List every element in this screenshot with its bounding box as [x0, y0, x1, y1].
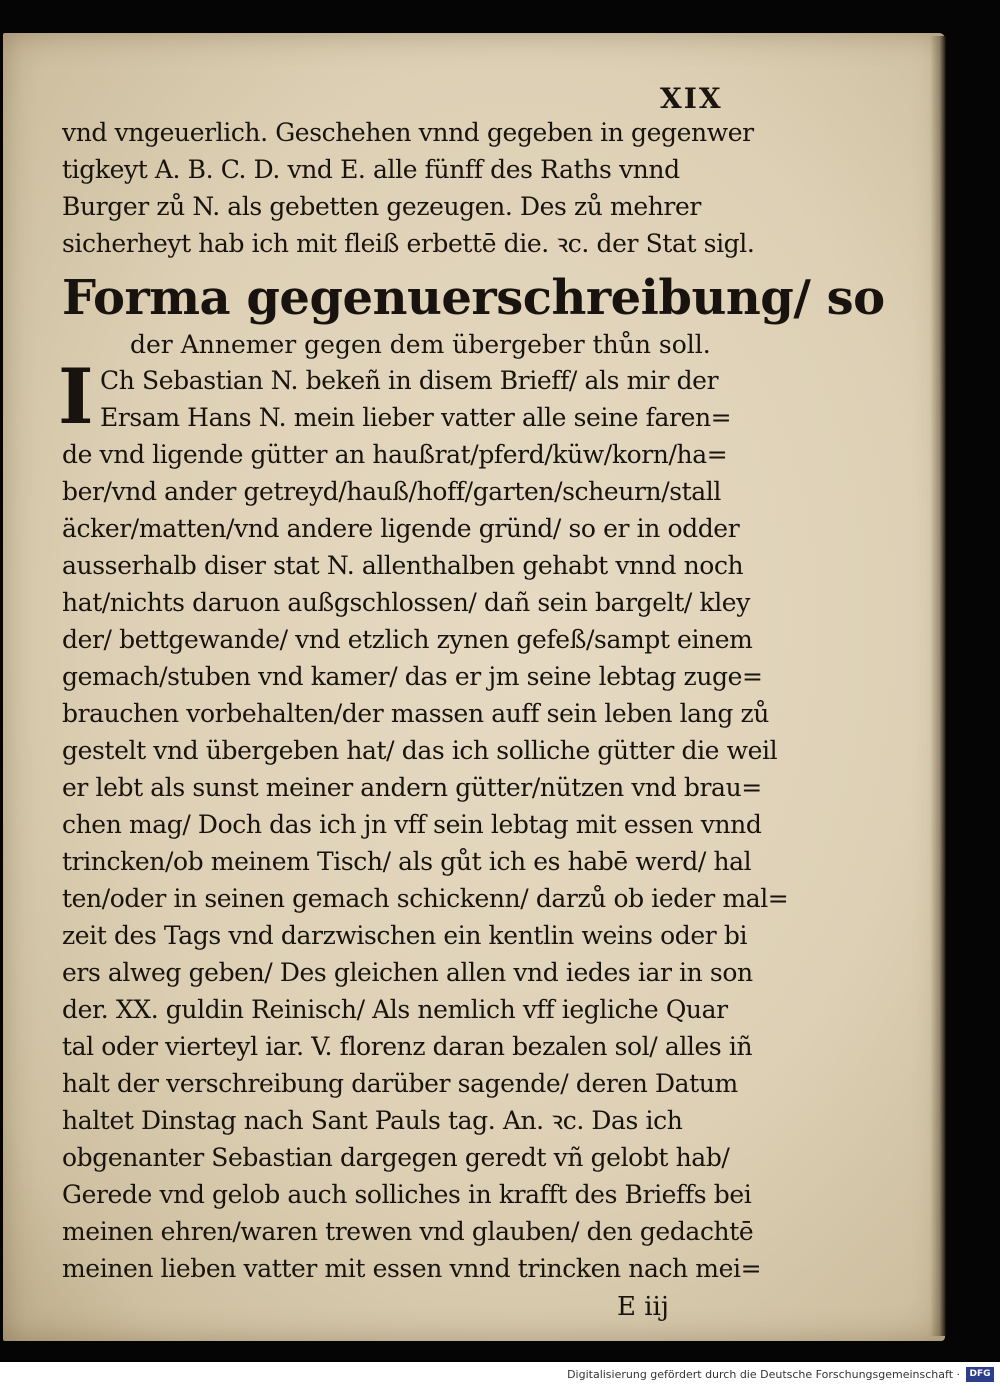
text-line: ausserhalb diser stat N. allenthalben gehabt vnnd noch: [62, 551, 744, 580]
section-subheading: der Annemer gegen dem übergeber thůn soll.: [130, 330, 711, 359]
text-line: ber/vnd ander getreyd/hauß/hoff/garten/scheurn/stall: [62, 477, 721, 506]
text-line: Ersam Hans N. mein lieber vatter alle seine faren=: [100, 403, 732, 432]
text-line: meinen ehren/waren trewen vnd glauben/ den gedachtē: [62, 1217, 754, 1246]
text-line: Gerede vnd gelob auch solliches in krafft des Brieffs bei: [62, 1180, 752, 1209]
text-line: ers alweg geben/ Des gleichen allen vnd iedes iar in son: [62, 958, 753, 987]
text-line: trincken/ob meinem Tisch/ als gůt ich es habē werd/ hal: [62, 847, 752, 876]
text-line: halt der verschreibung darüber sagende/ deren Datum: [62, 1069, 738, 1098]
text-line: vnd vngeuerlich. Geschehen vnnd gegeben in gegenwer: [62, 118, 754, 147]
text-line: de vnd ligende gütter an haußrat/pferd/küw/korn/ha=: [62, 440, 728, 469]
section-heading: Forma gegenuerschreibung/ so: [62, 270, 885, 326]
text-line: chen mag/ Doch das ich jn vff sein lebtag mit essen vnnd: [62, 810, 762, 839]
text-line: hat/nichts daruon außgschlossen/ dañ sein bargelt/ kley: [62, 588, 750, 617]
text-line: tal oder vierteyl iar. V. florenz daran bezalen sol/ alles iñ: [62, 1032, 753, 1061]
text-line: obgenanter Sebastian dargegen geredt vñ gelobt hab/: [62, 1143, 730, 1172]
text-line: er lebt als sunst meiner andern gütter/nützen vnd brau=: [62, 773, 762, 802]
text-line: Burger zů N. als gebetten gezeugen. Des zů mehrer: [62, 192, 701, 221]
text-line: gestelt vnd übergeben hat/ das ich solliche gütter die weil: [62, 736, 778, 765]
dfg-logo: DFG: [966, 1367, 994, 1382]
text-line: haltet Dinstag nach Sant Pauls tag. An. ꝛc. Das ich: [62, 1106, 683, 1135]
signature-mark: E iij: [617, 1292, 669, 1322]
first-body-line-text: Ch Sebastian N. bekeñ in disem Brieff/ als mir der: [100, 366, 719, 395]
footer-bar: [0, 1362, 1000, 1389]
text-line: meinen lieben vatter mit essen vnnd trincken nach mei=: [62, 1254, 762, 1283]
text-line: zeit des Tags vnd darzwischen ein kentlin weins oder bi: [62, 921, 748, 950]
page-edge-shadow: [930, 36, 946, 1336]
text-line: gemach/stuben vnd kamer/ das er jm seine lebtag zuge=: [62, 662, 763, 691]
folio-number: XIX: [660, 82, 723, 115]
text-line: der/ bettgewande/ vnd etzlich zynen gefeß/sampt einem: [62, 625, 753, 654]
text-line: sicherheyt hab ich mit fleiß erbettē die. ꝛc. der Stat sigl.: [62, 229, 755, 258]
text-line: der. XX. guldin Reinisch/ Als nemlich vff iegliche Quar: [62, 995, 728, 1024]
funding-credit: Digitalisierung gefördert durch die Deutsche Forschungsgemeinschaft ·: [567, 1368, 960, 1381]
page-text-block: [58, 114, 885, 1327]
text-line: tigkeyt A. B. C. D. vnd E. alle fünff des Raths vnnd: [62, 155, 680, 184]
text-line: ten/oder in seinen gemach schickenn/ darzů ob ieder mal=: [62, 884, 789, 913]
text-line: brauchen vorbehalten/der massen auff sein leben lang zů: [62, 699, 769, 728]
drop-capital: I: [58, 352, 94, 441]
text-line: äcker/matten/vnd andere ligende gründ/ so er in odder: [62, 514, 740, 543]
